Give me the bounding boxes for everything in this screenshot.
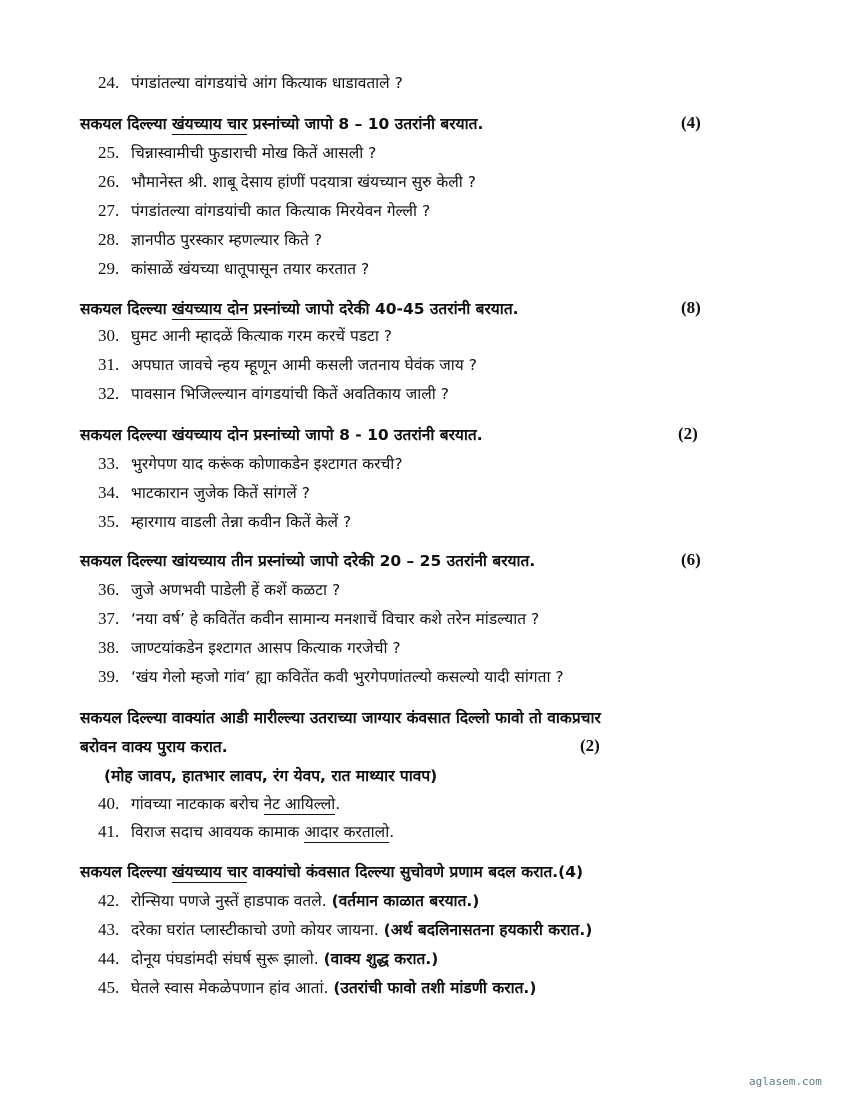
question-38: 38. जाण्टयांकडेन इश्टागत आसप कित्याक गरजेची ? <box>98 638 401 657</box>
question-41: 41. विराज सदाच आवयक कामाक आदार करतालो. <box>98 822 395 841</box>
section-heading-5-cont: बरोवन वाक्य पुराय करात. <box>80 738 228 756</box>
marks-badge: (4) <box>681 113 701 132</box>
question-32: 32. पावसान भिजिल्ल्यान वांगडयांची कितें अवतिकाय जाली ? <box>98 384 449 403</box>
question-30: 30. घुमट आनी म्हादळें कित्याक गरम करचें पडटा ? <box>98 326 393 345</box>
question-42: 42. रोन्सिया पणजे नुस्तें हाडपाक वतले. (वर्तमान काळात बरयात.) <box>98 891 480 910</box>
question-27: 27. पंगडांतल्या वांगडयांची कात कित्याक मिरयेवन गेल्ली ? <box>98 201 431 220</box>
question-40: 40. गांवच्या नाटकाक बरोच नेट आयिल्लो. <box>98 794 341 813</box>
marks-badge: (2) <box>580 736 600 755</box>
question-45: 45. घेतले स्वास मेकळेपणान हांव आतां. (उतरांची फावो तशी मांडणी करात.) <box>98 978 537 997</box>
question-28: 28. ज्ञानपीठ पुरस्कार म्हणल्यार किते ? <box>98 230 323 249</box>
question-36: 36. जुजे अणभवी पाडेली हें कशें कळटा ? <box>98 580 341 599</box>
marks-badge: (2) <box>678 424 698 443</box>
question-31: 31. अपघात जावचे न्हय म्हूणून आमी कसली जतनाय घेवंक जाय ? <box>98 355 477 374</box>
question-43: 43. दरेका घरांत प्लास्टीकाचो उणो कोयर जायना. (अर्थ बदलिनासतना हयकारी करात.) <box>98 920 593 939</box>
section-heading-2: सकयल दिल्ल्या खंयच्याय दोन प्रस्नांच्यो जापो दरेकी 40-45 उतरांनी बरयात. <box>80 300 519 318</box>
question-34: 34. भाटकारान जुजेक कितें सांगलें ? <box>98 483 310 502</box>
question-44: 44. दोनूय पंघडांमदी संघर्ष सुरू झालो. (वाक्य शुद्ध करात.) <box>98 949 439 968</box>
question-29: 29. कांसाळें खंयच्या धातूपासून तयार करतात ? <box>98 259 370 278</box>
question-39: 39. ‘खंय गेलो म्हजो गांव’ ह्या कवितेंत कवी भुरगेपणांतल्यो कसल्यो यादी सांगता ? <box>98 667 564 686</box>
question-37: 37. ‘नया वर्ष’ हे कवितेंत कवीन सामान्य मनशाचें विचार कशे तरेन मांडल्यात ? <box>98 609 540 628</box>
question-25: 25. चिन्नास्वामीची फुडाराची मोख कितें आसली ? <box>98 143 377 162</box>
section-heading-3: सकयल दिल्ल्या खंयच्याय दोन प्रस्नांच्यो जापो 8 - 10 उतरांनी बरयात. <box>80 426 483 444</box>
marks-badge: (8) <box>681 298 701 317</box>
question-35: 35. म्हारगाय वाडली तेन्ना कवीन कितें केलें ? <box>98 512 352 531</box>
section-heading-5: सकयल दिल्ल्या वाक्यांत आडी मारील्ल्या उतराच्या जाग्यार कंवसात दिल्लो फावो तो वाकप्रचार <box>80 709 601 727</box>
section-heading-4: सकयल दिल्ल्या खांयच्याय तीन प्रस्नांच्यो जापो दरेकी 20 – 25 उतरांनी बरयात. <box>80 552 536 570</box>
phrase-options: (मोह जावप, हातभार लावप, रंग येवप, रात माथ्यार पावप) <box>104 767 438 785</box>
section-heading-1: सकयल दिल्ल्या खंयच्याय चार प्रस्नांच्यो जापो 8 – 10 उतरांनी बरयात. <box>80 115 484 133</box>
question-24: 24. पंगडांतल्या वांगडयांचे आंग कित्याक धाडावताले ? <box>98 73 403 92</box>
question-26: 26. भौमानेस्त श्री. शाबू देसाय हांणीं पदयात्रा खंयच्यान सुरु केली ? <box>98 172 476 191</box>
watermark-text: aglasem.com <box>749 1075 822 1088</box>
section-heading-6: सकयल दिल्ल्या खंयच्याय चार वाक्यांचो कंवसात दिल्ल्या सुचोवणे प्रणाम बदल करात.(4) <box>80 863 584 881</box>
question-33: 33. भुरगेपण याद करूंक कोणाकडेन इश्टागत करची? <box>98 454 403 473</box>
marks-badge: (6) <box>681 550 701 569</box>
